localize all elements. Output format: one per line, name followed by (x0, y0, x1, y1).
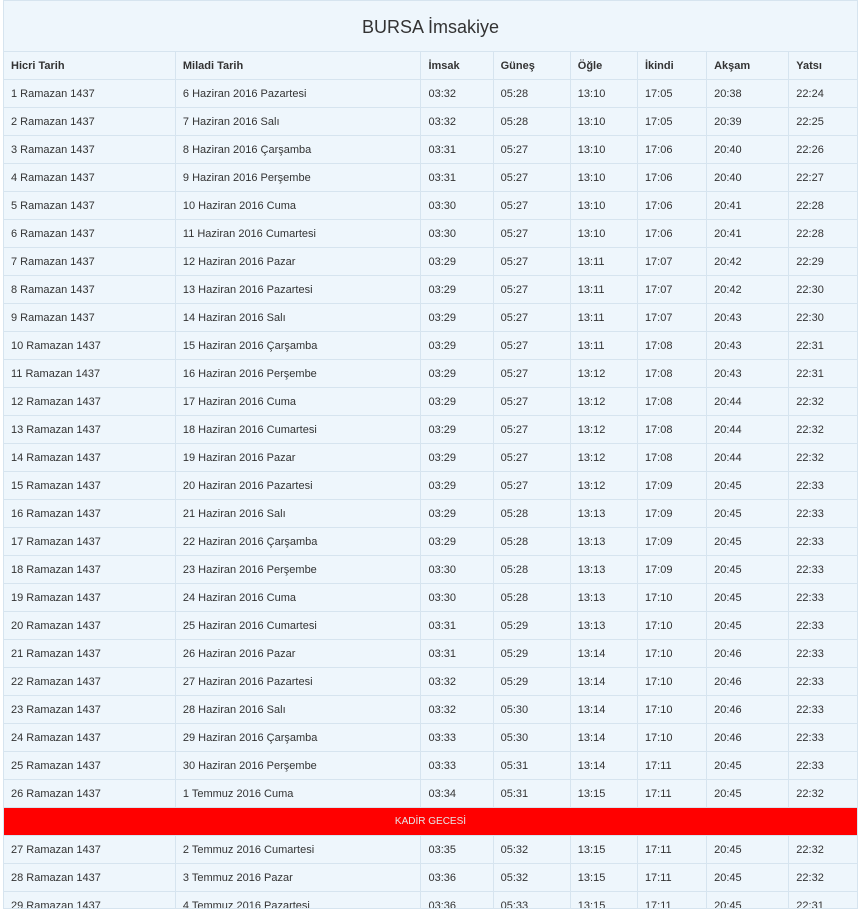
cell-ogle: 13:12 (570, 416, 637, 444)
cell-yatsi: 22:28 (789, 192, 857, 220)
cell-yatsi: 22:26 (789, 136, 857, 164)
cell-yatsi: 22:33 (789, 640, 857, 668)
cell-ogle: 13:14 (570, 696, 637, 724)
table-row (4, 80, 857, 108)
cell-ogle: 13:12 (570, 472, 637, 500)
cell-aksam: 20:45 (707, 864, 789, 892)
cell-aksam: 20:45 (707, 612, 789, 640)
cell-imsak: 03:29 (421, 360, 493, 388)
cell-hicri-tarih: 12 Ramazan 1437 (4, 388, 175, 416)
table-row (4, 612, 857, 640)
cell-yatsi: 22:33 (789, 472, 857, 500)
cell-gunes: 05:27 (493, 248, 570, 276)
table-row (4, 332, 857, 360)
imsakiye-panel (3, 0, 858, 909)
cell-ogle: 13:12 (570, 388, 637, 416)
cell-miladi-tarih: 20 Haziran 2016 Pazartesi (175, 472, 421, 500)
cell-hicri-tarih: 19 Ramazan 1437 (4, 584, 175, 612)
cell-miladi-tarih: 6 Haziran 2016 Pazartesi (175, 80, 421, 108)
cell-ogle: 13:14 (570, 668, 637, 696)
cell-imsak: 03:29 (421, 332, 493, 360)
cell-ikindi: 17:06 (637, 136, 706, 164)
cell-miladi-tarih: 17 Haziran 2016 Cuma (175, 388, 421, 416)
cell-miladi-tarih: 21 Haziran 2016 Salı (175, 500, 421, 528)
cell-hicri-tarih: 10 Ramazan 1437 (4, 332, 175, 360)
cell-ogle: 13:10 (570, 192, 637, 220)
table-row (4, 388, 857, 416)
cell-aksam: 20:44 (707, 416, 789, 444)
cell-hicri-tarih: 2 Ramazan 1437 (4, 108, 175, 136)
cell-imsak: 03:30 (421, 192, 493, 220)
cell-hicri-tarih: 28 Ramazan 1437 (4, 864, 175, 892)
cell-yatsi: 22:25 (789, 108, 857, 136)
cell-imsak: 03:33 (421, 724, 493, 752)
cell-ikindi: 17:08 (637, 444, 706, 472)
cell-gunes: 05:30 (493, 696, 570, 724)
cell-gunes: 05:27 (493, 304, 570, 332)
table-row (4, 360, 857, 388)
cell-ikindi: 17:11 (637, 892, 706, 909)
header-miladi-tarih: Miladi Tarih (175, 52, 421, 80)
table-row (4, 304, 857, 332)
cell-imsak: 03:32 (421, 108, 493, 136)
cell-gunes: 05:27 (493, 388, 570, 416)
cell-imsak: 03:30 (421, 220, 493, 248)
table-body (4, 80, 857, 909)
cell-imsak: 03:29 (421, 444, 493, 472)
cell-ogle: 13:14 (570, 752, 637, 780)
cell-hicri-tarih: 17 Ramazan 1437 (4, 528, 175, 556)
table-row (4, 472, 857, 500)
cell-yatsi: 22:33 (789, 752, 857, 780)
cell-hicri-tarih: 25 Ramazan 1437 (4, 752, 175, 780)
cell-hicri-tarih: 21 Ramazan 1437 (4, 640, 175, 668)
table-row (4, 164, 857, 192)
cell-aksam: 20:46 (707, 724, 789, 752)
cell-miladi-tarih: 26 Haziran 2016 Pazar (175, 640, 421, 668)
cell-imsak: 03:36 (421, 892, 493, 909)
cell-hicri-tarih: 13 Ramazan 1437 (4, 416, 175, 444)
table-row (4, 444, 857, 472)
cell-aksam: 20:45 (707, 780, 789, 808)
cell-hicri-tarih: 18 Ramazan 1437 (4, 556, 175, 584)
header-yatsi: Yatsı (789, 52, 857, 80)
cell-aksam: 20:40 (707, 164, 789, 192)
cell-ogle: 13:10 (570, 108, 637, 136)
cell-hicri-tarih: 29 Ramazan 1437 (4, 892, 175, 909)
cell-ikindi: 17:08 (637, 332, 706, 360)
cell-gunes: 05:28 (493, 528, 570, 556)
cell-hicri-tarih: 16 Ramazan 1437 (4, 500, 175, 528)
cell-hicri-tarih: 6 Ramazan 1437 (4, 220, 175, 248)
cell-miladi-tarih: 2 Temmuz 2016 Cumartesi (175, 836, 421, 864)
table-row (4, 640, 857, 668)
cell-hicri-tarih: 7 Ramazan 1437 (4, 248, 175, 276)
table-row (4, 724, 857, 752)
cell-gunes: 05:29 (493, 640, 570, 668)
cell-ogle: 13:11 (570, 332, 637, 360)
table-row (4, 780, 857, 808)
cell-aksam: 20:45 (707, 556, 789, 584)
cell-gunes: 05:27 (493, 332, 570, 360)
cell-yatsi: 22:33 (789, 528, 857, 556)
page-title: BURSA İmsakiye (4, 1, 857, 52)
table-row (4, 556, 857, 584)
cell-ikindi: 17:10 (637, 724, 706, 752)
table-row (4, 864, 857, 892)
cell-ikindi: 17:09 (637, 528, 706, 556)
cell-gunes: 05:28 (493, 556, 570, 584)
cell-imsak: 03:36 (421, 864, 493, 892)
cell-yatsi: 22:29 (789, 248, 857, 276)
cell-yatsi: 22:32 (789, 416, 857, 444)
header-aksam: Akşam (707, 52, 789, 80)
cell-gunes: 05:27 (493, 416, 570, 444)
cell-hicri-tarih: 20 Ramazan 1437 (4, 612, 175, 640)
cell-imsak: 03:29 (421, 276, 493, 304)
cell-ikindi: 17:06 (637, 192, 706, 220)
cell-gunes: 05:27 (493, 276, 570, 304)
cell-ogle: 13:10 (570, 136, 637, 164)
cell-aksam: 20:44 (707, 444, 789, 472)
cell-aksam: 20:45 (707, 892, 789, 909)
table-row (4, 192, 857, 220)
cell-hicri-tarih: 4 Ramazan 1437 (4, 164, 175, 192)
cell-miladi-tarih: 10 Haziran 2016 Cuma (175, 192, 421, 220)
cell-miladi-tarih: 24 Haziran 2016 Cuma (175, 584, 421, 612)
cell-yatsi: 22:33 (789, 724, 857, 752)
cell-yatsi: 22:31 (789, 360, 857, 388)
cell-ikindi: 17:10 (637, 640, 706, 668)
cell-miladi-tarih: 11 Haziran 2016 Cumartesi (175, 220, 421, 248)
cell-yatsi: 22:33 (789, 696, 857, 724)
cell-yatsi: 22:24 (789, 80, 857, 108)
cell-ikindi: 17:07 (637, 276, 706, 304)
cell-gunes: 05:32 (493, 836, 570, 864)
cell-imsak: 03:29 (421, 500, 493, 528)
cell-imsak: 03:29 (421, 248, 493, 276)
table-row (4, 696, 857, 724)
table-row (4, 276, 857, 304)
cell-aksam: 20:41 (707, 220, 789, 248)
table-row (4, 892, 857, 909)
cell-ogle: 13:13 (570, 500, 637, 528)
cell-hicri-tarih: 11 Ramazan 1437 (4, 360, 175, 388)
cell-imsak: 03:32 (421, 80, 493, 108)
cell-ogle: 13:10 (570, 80, 637, 108)
cell-ogle: 13:11 (570, 304, 637, 332)
cell-gunes: 05:31 (493, 752, 570, 780)
cell-miladi-tarih: 4 Temmuz 2016 Pazartesi (175, 892, 421, 909)
cell-miladi-tarih: 8 Haziran 2016 Çarşamba (175, 136, 421, 164)
cell-aksam: 20:42 (707, 276, 789, 304)
cell-ikindi: 17:05 (637, 108, 706, 136)
cell-gunes: 05:29 (493, 612, 570, 640)
cell-ogle: 13:13 (570, 584, 637, 612)
table-header (4, 52, 857, 80)
cell-aksam: 20:46 (707, 640, 789, 668)
cell-imsak: 03:31 (421, 164, 493, 192)
cell-miladi-tarih: 29 Haziran 2016 Çarşamba (175, 724, 421, 752)
cell-gunes: 05:27 (493, 136, 570, 164)
cell-imsak: 03:29 (421, 388, 493, 416)
cell-imsak: 03:31 (421, 136, 493, 164)
cell-ikindi: 17:08 (637, 360, 706, 388)
cell-hicri-tarih: 3 Ramazan 1437 (4, 136, 175, 164)
cell-miladi-tarih: 12 Haziran 2016 Pazar (175, 248, 421, 276)
cell-hicri-tarih: 27 Ramazan 1437 (4, 836, 175, 864)
cell-gunes: 05:27 (493, 444, 570, 472)
cell-ogle: 13:15 (570, 864, 637, 892)
cell-miladi-tarih: 22 Haziran 2016 Çarşamba (175, 528, 421, 556)
cell-hicri-tarih: 15 Ramazan 1437 (4, 472, 175, 500)
cell-hicri-tarih: 9 Ramazan 1437 (4, 304, 175, 332)
cell-hicri-tarih: 22 Ramazan 1437 (4, 668, 175, 696)
cell-ikindi: 17:06 (637, 220, 706, 248)
cell-ogle: 13:13 (570, 612, 637, 640)
cell-ogle: 13:10 (570, 164, 637, 192)
cell-yatsi: 22:32 (789, 388, 857, 416)
cell-ikindi: 17:05 (637, 80, 706, 108)
cell-ikindi: 17:11 (637, 864, 706, 892)
cell-ikindi: 17:09 (637, 472, 706, 500)
cell-imsak: 03:34 (421, 780, 493, 808)
table-row (4, 584, 857, 612)
table-row (4, 416, 857, 444)
cell-ogle: 13:14 (570, 724, 637, 752)
cell-ogle: 13:11 (570, 248, 637, 276)
special-label: KADİR GECESİ (4, 808, 857, 836)
table-row (4, 136, 857, 164)
cell-ikindi: 17:07 (637, 248, 706, 276)
cell-ogle: 13:14 (570, 640, 637, 668)
table-row (4, 836, 857, 864)
cell-ogle: 13:15 (570, 892, 637, 909)
cell-yatsi: 22:33 (789, 668, 857, 696)
cell-aksam: 20:45 (707, 752, 789, 780)
cell-aksam: 20:45 (707, 500, 789, 528)
cell-imsak: 03:30 (421, 556, 493, 584)
cell-yatsi: 22:30 (789, 304, 857, 332)
cell-miladi-tarih: 18 Haziran 2016 Cumartesi (175, 416, 421, 444)
cell-gunes: 05:33 (493, 892, 570, 909)
cell-miladi-tarih: 3 Temmuz 2016 Pazar (175, 864, 421, 892)
cell-ikindi: 17:10 (637, 668, 706, 696)
cell-miladi-tarih: 23 Haziran 2016 Perşembe (175, 556, 421, 584)
cell-imsak: 03:29 (421, 416, 493, 444)
cell-miladi-tarih: 13 Haziran 2016 Pazartesi (175, 276, 421, 304)
cell-hicri-tarih: 8 Ramazan 1437 (4, 276, 175, 304)
cell-ogle: 13:13 (570, 528, 637, 556)
cell-aksam: 20:39 (707, 108, 789, 136)
cell-hicri-tarih: 5 Ramazan 1437 (4, 192, 175, 220)
cell-aksam: 20:41 (707, 192, 789, 220)
cell-ogle: 13:11 (570, 276, 637, 304)
cell-aksam: 20:42 (707, 248, 789, 276)
cell-aksam: 20:43 (707, 304, 789, 332)
header-ikindi: İkindi (637, 52, 706, 80)
cell-yatsi: 22:32 (789, 836, 857, 864)
header-row (4, 52, 857, 80)
cell-gunes: 05:28 (493, 108, 570, 136)
cell-imsak: 03:31 (421, 640, 493, 668)
cell-imsak: 03:35 (421, 836, 493, 864)
cell-yatsi: 22:30 (789, 276, 857, 304)
cell-aksam: 20:43 (707, 360, 789, 388)
table-row (4, 248, 857, 276)
cell-yatsi: 22:33 (789, 612, 857, 640)
cell-aksam: 20:45 (707, 584, 789, 612)
cell-miladi-tarih: 9 Haziran 2016 Perşembe (175, 164, 421, 192)
cell-yatsi: 22:32 (789, 444, 857, 472)
cell-ogle: 13:15 (570, 780, 637, 808)
cell-hicri-tarih: 26 Ramazan 1437 (4, 780, 175, 808)
cell-ikindi: 17:11 (637, 836, 706, 864)
header-hicri-tarih: Hicri Tarih (4, 52, 175, 80)
cell-imsak: 03:32 (421, 668, 493, 696)
table-row (4, 752, 857, 780)
table-row (4, 528, 857, 556)
cell-gunes: 05:27 (493, 164, 570, 192)
cell-aksam: 20:46 (707, 696, 789, 724)
cell-miladi-tarih: 14 Haziran 2016 Salı (175, 304, 421, 332)
cell-ikindi: 17:11 (637, 752, 706, 780)
cell-yatsi: 22:33 (789, 584, 857, 612)
kadir-gecesi-row (4, 808, 857, 836)
cell-miladi-tarih: 25 Haziran 2016 Cumartesi (175, 612, 421, 640)
cell-ikindi: 17:10 (637, 696, 706, 724)
cell-ogle: 13:13 (570, 556, 637, 584)
table-row (4, 108, 857, 136)
cell-gunes: 05:31 (493, 780, 570, 808)
cell-yatsi: 22:28 (789, 220, 857, 248)
cell-yatsi: 22:33 (789, 500, 857, 528)
cell-miladi-tarih: 16 Haziran 2016 Perşembe (175, 360, 421, 388)
cell-ikindi: 17:10 (637, 584, 706, 612)
cell-ikindi: 17:09 (637, 556, 706, 584)
cell-aksam: 20:40 (707, 136, 789, 164)
cell-ikindi: 17:06 (637, 164, 706, 192)
cell-gunes: 05:27 (493, 220, 570, 248)
cell-imsak: 03:29 (421, 528, 493, 556)
cell-gunes: 05:27 (493, 472, 570, 500)
cell-imsak: 03:30 (421, 584, 493, 612)
cell-miladi-tarih: 7 Haziran 2016 Salı (175, 108, 421, 136)
cell-hicri-tarih: 24 Ramazan 1437 (4, 724, 175, 752)
cell-aksam: 20:45 (707, 472, 789, 500)
cell-gunes: 05:27 (493, 192, 570, 220)
cell-imsak: 03:29 (421, 472, 493, 500)
cell-ikindi: 17:08 (637, 388, 706, 416)
table-row (4, 500, 857, 528)
cell-ikindi: 17:11 (637, 780, 706, 808)
cell-imsak: 03:31 (421, 612, 493, 640)
cell-aksam: 20:45 (707, 528, 789, 556)
cell-gunes: 05:28 (493, 80, 570, 108)
cell-aksam: 20:46 (707, 668, 789, 696)
cell-hicri-tarih: 1 Ramazan 1437 (4, 80, 175, 108)
cell-yatsi: 22:31 (789, 892, 857, 909)
table-row (4, 668, 857, 696)
cell-aksam: 20:45 (707, 836, 789, 864)
prayer-times-table (4, 52, 857, 909)
cell-miladi-tarih: 28 Haziran 2016 Salı (175, 696, 421, 724)
cell-yatsi: 22:27 (789, 164, 857, 192)
cell-aksam: 20:44 (707, 388, 789, 416)
cell-ikindi: 17:07 (637, 304, 706, 332)
cell-miladi-tarih: 30 Haziran 2016 Perşembe (175, 752, 421, 780)
cell-gunes: 05:27 (493, 360, 570, 388)
cell-ogle: 13:10 (570, 220, 637, 248)
cell-hicri-tarih: 23 Ramazan 1437 (4, 696, 175, 724)
cell-miladi-tarih: 19 Haziran 2016 Pazar (175, 444, 421, 472)
cell-imsak: 03:29 (421, 304, 493, 332)
cell-gunes: 05:29 (493, 668, 570, 696)
cell-ikindi: 17:09 (637, 500, 706, 528)
cell-gunes: 05:32 (493, 864, 570, 892)
cell-yatsi: 22:32 (789, 864, 857, 892)
cell-ikindi: 17:10 (637, 612, 706, 640)
cell-ogle: 13:12 (570, 444, 637, 472)
cell-yatsi: 22:32 (789, 780, 857, 808)
header-gunes: Güneş (493, 52, 570, 80)
cell-gunes: 05:28 (493, 500, 570, 528)
cell-aksam: 20:43 (707, 332, 789, 360)
cell-gunes: 05:30 (493, 724, 570, 752)
cell-yatsi: 22:33 (789, 556, 857, 584)
cell-gunes: 05:28 (493, 584, 570, 612)
cell-hicri-tarih: 14 Ramazan 1437 (4, 444, 175, 472)
cell-yatsi: 22:31 (789, 332, 857, 360)
cell-ogle: 13:15 (570, 836, 637, 864)
table-row (4, 220, 857, 248)
cell-imsak: 03:32 (421, 696, 493, 724)
header-ogle: Öğle (570, 52, 637, 80)
cell-ogle: 13:12 (570, 360, 637, 388)
cell-miladi-tarih: 27 Haziran 2016 Pazartesi (175, 668, 421, 696)
header-imsak: İmsak (421, 52, 493, 80)
cell-miladi-tarih: 15 Haziran 2016 Çarşamba (175, 332, 421, 360)
cell-miladi-tarih: 1 Temmuz 2016 Cuma (175, 780, 421, 808)
cell-aksam: 20:38 (707, 80, 789, 108)
cell-imsak: 03:33 (421, 752, 493, 780)
cell-ikindi: 17:08 (637, 416, 706, 444)
